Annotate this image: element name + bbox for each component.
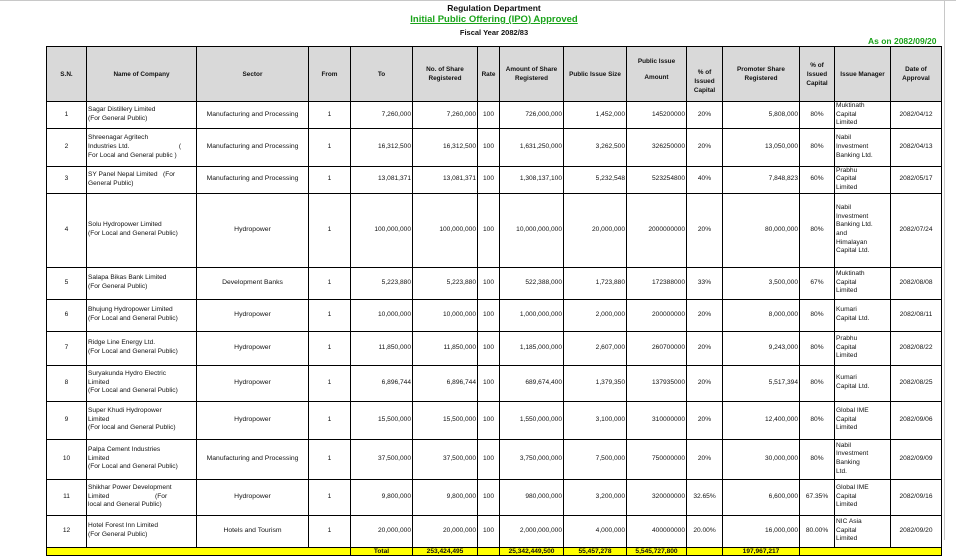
manager-cell-line: Capital — [836, 343, 857, 351]
rate-cell: 100 — [478, 515, 500, 547]
company-cell-line: Limited — [88, 378, 110, 386]
company-cell-line: Ridge Line Energy Ltd. — [88, 339, 156, 347]
total-empty-cell — [687, 547, 723, 555]
sn-cell: 7 — [47, 331, 87, 365]
amount-cell: 522,388,000 — [500, 267, 564, 299]
from-cell: 1 — [309, 439, 351, 479]
company-cell-line: Shreenagar Agritech — [88, 134, 149, 142]
date-cell: 2082/08/22 — [891, 331, 942, 365]
pct-issued-cell: 80% — [800, 299, 835, 331]
col-public-issue — [627, 47, 687, 102]
to-cell: 15,500,000 — [351, 401, 413, 439]
manager-cell-line: Capital Ltd. — [836, 383, 870, 391]
table-row — [47, 166, 942, 193]
promoter-cell: 6,600,000 — [723, 479, 800, 515]
pct-cell: 20% — [687, 128, 723, 166]
col-pct-issued: % of Issued Capital — [800, 47, 835, 102]
department-title: Regulation Department — [447, 3, 541, 13]
sn-cell: 3 — [47, 166, 87, 193]
sn-cell: 9 — [47, 401, 87, 439]
manager-cell-line: Capital — [836, 415, 857, 423]
public-amount-cell: 145200000 — [627, 102, 687, 129]
date-cell: 2082/09/09 — [891, 439, 942, 479]
manager-cell-line: Banking Ltd. — [836, 221, 873, 229]
pct-issued-cell: 80.00% — [800, 515, 835, 547]
manager-cell-line: Nabil — [836, 204, 852, 212]
size-cell: 1,723,880 — [564, 267, 627, 299]
page-header — [0, 3, 956, 39]
manager-cell-line: Capital Ltd. — [836, 247, 870, 255]
company-cell — [87, 365, 197, 401]
to-cell: 20,000,000 — [351, 515, 413, 547]
pct-cell: 20% — [687, 299, 723, 331]
col-public-amount-label: Amount — [644, 74, 669, 81]
sector-cell: Development Banks — [197, 267, 309, 299]
manager-cell-line: Kumari — [836, 306, 857, 314]
rate-cell: 100 — [478, 166, 500, 193]
total-label-cell: Total — [351, 547, 413, 555]
company-cell-line: Limited — [88, 454, 110, 462]
from-cell: 1 — [309, 193, 351, 267]
date-cell: 2082/04/13 — [891, 128, 942, 166]
size-cell: 1,379,350 — [564, 365, 627, 401]
table-header-row — [47, 47, 942, 102]
public-amount-cell: 326250000 — [627, 128, 687, 166]
sector-cell: Manufacturing and Processing — [197, 128, 309, 166]
pct-issued-cell: 80% — [800, 401, 835, 439]
company-cell-line: (For local and General Public) — [88, 424, 176, 432]
col-promoter: Promoter Share Registered — [723, 47, 800, 102]
manager-cell — [835, 102, 891, 129]
shares-cell: 7,260,000 — [413, 102, 478, 129]
pct-cell: 40% — [687, 166, 723, 193]
promoter-cell: 12,400,000 — [723, 401, 800, 439]
date-cell: 2082/07/24 — [891, 193, 942, 267]
manager-cell — [835, 128, 891, 166]
promoter-cell: 13,050,000 — [723, 128, 800, 166]
company-cell-line: Salapa Bikas Bank Limited — [88, 274, 167, 282]
total-size-cell: 55,457,278 — [564, 547, 627, 555]
manager-cell-line: Ltd. — [836, 467, 847, 475]
to-cell: 6,896,744 — [351, 365, 413, 401]
manager-cell-line: Limited — [836, 183, 858, 191]
table-row — [47, 365, 942, 401]
public-amount-cell: 137935000 — [627, 365, 687, 401]
rate-cell: 100 — [478, 193, 500, 267]
rate-cell: 100 — [478, 401, 500, 439]
manager-cell — [835, 299, 891, 331]
manager-cell-line: Capital — [836, 278, 857, 286]
shares-cell: 9,800,000 — [413, 479, 478, 515]
company-cell — [87, 299, 197, 331]
sector-cell: Hydropower — [197, 299, 309, 331]
promoter-cell: 3,500,000 — [723, 267, 800, 299]
company-cell-line: Suryakunda Hydro Electric — [88, 370, 167, 378]
company-cell-line: Hotel Forest Inn Limited — [88, 522, 158, 530]
date-cell: 2082/08/25 — [891, 365, 942, 401]
date-cell: 2082/08/11 — [891, 299, 942, 331]
table-row — [47, 439, 942, 479]
promoter-cell: 30,000,000 — [723, 439, 800, 479]
size-cell: 4,000,000 — [564, 515, 627, 547]
size-cell: 3,100,000 — [564, 401, 627, 439]
total-empty-cell — [800, 547, 942, 555]
company-cell-line: Solu Hydropower Limited — [88, 221, 162, 229]
company-cell — [87, 128, 197, 166]
company-cell-line: (For General Public) — [88, 531, 148, 539]
from-cell: 1 — [309, 267, 351, 299]
table-row — [47, 128, 942, 166]
manager-cell-line: Investment — [836, 450, 869, 458]
manager-cell — [835, 515, 891, 547]
company-cell-line: (For Local and General Public) — [88, 230, 178, 238]
sn-cell: 2 — [47, 128, 87, 166]
shares-cell: 20,000,000 — [413, 515, 478, 547]
col-rate: Rate — [478, 47, 500, 102]
sn-cell: 1 — [47, 102, 87, 129]
shares-cell: 37,500,000 — [413, 439, 478, 479]
rate-cell: 100 — [478, 102, 500, 129]
manager-cell — [835, 479, 891, 515]
from-cell: 1 — [309, 166, 351, 193]
manager-cell-line: Capital Ltd. — [836, 315, 870, 323]
right-border — [944, 0, 945, 540]
amount-cell: 726,000,000 — [500, 102, 564, 129]
amount-cell: 1,000,000,000 — [500, 299, 564, 331]
promoter-cell: 5,808,000 — [723, 102, 800, 129]
to-cell: 16,312,500 — [351, 128, 413, 166]
sn-cell: 8 — [47, 365, 87, 401]
pct-issued-cell: 80% — [800, 193, 835, 267]
pct-issued-cell: 67% — [800, 267, 835, 299]
date-cell: 2082/05/17 — [891, 166, 942, 193]
company-cell — [87, 401, 197, 439]
col-sector: Sector — [197, 47, 309, 102]
public-amount-cell: 523254800 — [627, 166, 687, 193]
company-cell — [87, 102, 197, 129]
from-cell: 1 — [309, 331, 351, 365]
company-cell-line: SY Panel Nepal Limited (For — [88, 171, 176, 179]
manager-cell-line: Capital — [836, 526, 857, 534]
size-cell: 3,262,500 — [564, 128, 627, 166]
shares-cell: 100,000,000 — [413, 193, 478, 267]
col-manager: Issue Manager — [835, 47, 891, 102]
total-empty-cell — [478, 547, 500, 555]
table-row — [47, 299, 942, 331]
company-cell-line: (For Local and General Public) — [88, 348, 178, 356]
company-cell-line: (For Local and General Public) — [88, 315, 178, 323]
size-cell: 3,200,000 — [564, 479, 627, 515]
size-cell: 2,000,000 — [564, 299, 627, 331]
sn-cell: 11 — [47, 479, 87, 515]
company-cell-line: For Local and General public ) — [88, 151, 177, 159]
promoter-cell: 16,000,000 — [723, 515, 800, 547]
manager-cell-line: Nabil — [836, 134, 852, 142]
to-cell: 7,260,000 — [351, 102, 413, 129]
col-from: From — [309, 47, 351, 102]
table-row — [47, 515, 942, 547]
pct-issued-cell: 80% — [800, 102, 835, 129]
rate-cell: 100 — [478, 128, 500, 166]
pct-issued-cell: 80% — [800, 331, 835, 365]
amount-cell: 3,750,000,000 — [500, 439, 564, 479]
manager-cell-line: Capital — [836, 492, 857, 500]
manager-cell-line: Banking — [836, 459, 860, 467]
manager-cell-line: Kumari — [836, 374, 857, 382]
public-amount-cell: 320000000 — [627, 479, 687, 515]
company-cell-line: (For General Public) — [88, 283, 148, 291]
manager-cell — [835, 331, 891, 365]
from-cell: 1 — [309, 401, 351, 439]
company-cell-line: Limited (For — [88, 492, 168, 500]
date-cell: 2082/09/16 — [891, 479, 942, 515]
manager-cell-line: Global IME — [836, 484, 869, 492]
date-cell: 2082/04/12 — [891, 102, 942, 129]
from-cell: 1 — [309, 299, 351, 331]
company-cell — [87, 331, 197, 365]
manager-cell-line: Global IME — [836, 407, 869, 415]
company-cell-line: Shikhar Power Development — [88, 484, 172, 492]
from-cell: 1 — [309, 479, 351, 515]
col-sn: S.N. — [47, 47, 87, 102]
amount-cell: 1,308,137,100 — [500, 166, 564, 193]
company-cell — [87, 439, 197, 479]
top-border — [0, 0, 956, 1]
sector-cell: Hydropower — [197, 365, 309, 401]
manager-cell-line: Limited — [836, 501, 858, 509]
manager-cell-line: Limited — [836, 287, 858, 295]
to-cell: 5,223,880 — [351, 267, 413, 299]
total-empty-cell — [47, 547, 351, 555]
manager-cell-line: Limited — [836, 119, 858, 127]
rate-cell: 100 — [478, 331, 500, 365]
total-public-amount-cell: 5,545,727,800 — [627, 547, 687, 555]
manager-cell — [835, 365, 891, 401]
company-cell-line: Limited — [88, 415, 110, 423]
company-cell-line: Sagar Distillery Limited — [88, 106, 156, 114]
manager-cell — [835, 401, 891, 439]
sector-cell: Manufacturing and Processing — [197, 102, 309, 129]
size-cell: 5,232,548 — [564, 166, 627, 193]
amount-cell: 1,185,000,000 — [500, 331, 564, 365]
sector-cell: Hydropower — [197, 331, 309, 365]
shares-cell: 10,000,000 — [413, 299, 478, 331]
shares-cell: 15,500,000 — [413, 401, 478, 439]
size-cell: 7,500,000 — [564, 439, 627, 479]
company-cell-line: local and General Public) — [88, 501, 162, 509]
rate-cell: 100 — [478, 365, 500, 401]
table-row — [47, 102, 942, 129]
table-row — [47, 479, 942, 515]
pct-issued-cell: 80% — [800, 439, 835, 479]
total-promoter-cell: 197,967,217 — [723, 547, 800, 555]
company-cell-line: Palpa Cement Industries — [88, 446, 161, 454]
col-size: Public Issue Size — [564, 47, 627, 102]
manager-cell — [835, 166, 891, 193]
pct-cell: 20% — [687, 331, 723, 365]
manager-cell-line: and — [836, 230, 848, 238]
pct-cell: 20.00% — [687, 515, 723, 547]
date-cell: 2082/08/08 — [891, 267, 942, 299]
company-cell — [87, 166, 197, 193]
public-amount-cell: 200000000 — [627, 299, 687, 331]
shares-cell: 16,312,500 — [413, 128, 478, 166]
to-cell: 100,000,000 — [351, 193, 413, 267]
promoter-cell: 8,000,000 — [723, 299, 800, 331]
company-cell-line: General Public) — [88, 179, 134, 187]
pct-cell: 20% — [687, 193, 723, 267]
as-on-date: As on 2082/09/20 — [868, 36, 937, 46]
public-amount-cell: 310000000 — [627, 401, 687, 439]
amount-cell: 689,674,400 — [500, 365, 564, 401]
pct-cell: 20% — [687, 439, 723, 479]
table-row — [47, 331, 942, 365]
from-cell: 1 — [309, 102, 351, 129]
col-shares: No. of Share Registered — [413, 47, 478, 102]
manager-cell-line: Muktinath — [836, 270, 865, 278]
company-cell-line: (For Local and General Public) — [88, 387, 178, 395]
size-cell: 2,607,000 — [564, 331, 627, 365]
public-amount-cell: 2000000000 — [627, 193, 687, 267]
manager-cell-line: Nabil — [836, 441, 852, 449]
amount-cell: 1,631,250,000 — [500, 128, 564, 166]
pct-cell: 32.65% — [687, 479, 723, 515]
company-cell — [87, 193, 197, 267]
col-date: Date of Approval — [891, 47, 942, 102]
manager-cell-line: Banking Ltd. — [836, 151, 873, 159]
manager-cell-line: Limited — [836, 424, 858, 432]
rate-cell: 100 — [478, 267, 500, 299]
pct-cell: 33% — [687, 267, 723, 299]
manager-cell — [835, 439, 891, 479]
manager-cell-line: Limited — [836, 352, 858, 360]
to-cell: 37,500,000 — [351, 439, 413, 479]
company-cell-line: (For General Public) — [88, 114, 148, 122]
company-cell-line: (For Local and General Public) — [88, 463, 178, 471]
rate-cell: 100 — [478, 479, 500, 515]
pct-issued-cell: 80% — [800, 128, 835, 166]
sn-cell: 10 — [47, 439, 87, 479]
to-cell: 13,081,371 — [351, 166, 413, 193]
amount-cell: 1,550,000,000 — [500, 401, 564, 439]
from-cell: 1 — [309, 365, 351, 401]
manager-cell-line: Muktinath — [836, 102, 865, 109]
col-company: Name of Company — [87, 47, 197, 102]
table-row — [47, 267, 942, 299]
sector-cell: Manufacturing and Processing — [197, 439, 309, 479]
public-amount-cell: 260700000 — [627, 331, 687, 365]
pct-cell: 20% — [687, 401, 723, 439]
sn-cell: 12 — [47, 515, 87, 547]
shares-cell: 5,223,880 — [413, 267, 478, 299]
sn-cell: 4 — [47, 193, 87, 267]
size-cell: 1,452,000 — [564, 102, 627, 129]
manager-cell-line: Himalayan — [836, 238, 868, 246]
table-row — [47, 193, 942, 267]
shares-cell: 11,850,000 — [413, 331, 478, 365]
amount-cell: 980,000,000 — [500, 479, 564, 515]
manager-cell-line: Prabhu — [836, 335, 858, 343]
promoter-cell: 9,243,000 — [723, 331, 800, 365]
total-shares-cell: 253,424,495 — [413, 547, 478, 555]
col-pct: % of Issued Capital — [687, 47, 723, 102]
date-cell: 2082/09/06 — [891, 401, 942, 439]
to-cell: 9,800,000 — [351, 479, 413, 515]
size-cell: 20,000,000 — [564, 193, 627, 267]
shares-cell: 13,081,371 — [413, 166, 478, 193]
company-cell — [87, 267, 197, 299]
company-cell-line: Industries Ltd. ( — [88, 142, 182, 150]
public-amount-cell: 750000000 — [627, 439, 687, 479]
to-cell: 10,000,000 — [351, 299, 413, 331]
company-cell — [87, 479, 197, 515]
date-cell: 2082/09/20 — [891, 515, 942, 547]
manager-cell-line: Investment — [836, 212, 869, 220]
pct-issued-cell: 60% — [800, 166, 835, 193]
total-row — [47, 547, 942, 555]
manager-cell-line: NIC Asia — [836, 518, 862, 526]
col-public-issue-label: Public Issue — [637, 58, 676, 65]
public-amount-cell: 400000000 — [627, 515, 687, 547]
manager-cell-line: Investment — [836, 142, 869, 150]
manager-cell — [835, 267, 891, 299]
promoter-cell: 5,517,394 — [723, 365, 800, 401]
promoter-cell: 80,000,000 — [723, 193, 800, 267]
pct-issued-cell: 80% — [800, 365, 835, 401]
pct-cell: 20% — [687, 102, 723, 129]
total-amount-cell: 25,342,449,500 — [500, 547, 564, 555]
amount-cell: 2,000,000,000 — [500, 515, 564, 547]
company-cell-line: Bhujung Hydropower Limited — [88, 306, 173, 314]
company-cell-line: Super Khudi Hydropower — [88, 407, 162, 415]
table-row — [47, 401, 942, 439]
sector-cell: Hydropower — [197, 479, 309, 515]
ipo-approval-table — [46, 46, 942, 556]
pct-cell: 20% — [687, 365, 723, 401]
col-amount: Amount of Share Registered — [500, 47, 564, 102]
sector-cell: Hydropower — [197, 401, 309, 439]
col-to: To — [351, 47, 413, 102]
manager-cell-line: Capital — [836, 175, 857, 183]
shares-cell: 6,896,744 — [413, 365, 478, 401]
pct-issued-cell: 67.35% — [800, 479, 835, 515]
rate-cell: 100 — [478, 299, 500, 331]
amount-cell: 10,000,000,000 — [500, 193, 564, 267]
sn-cell: 6 — [47, 299, 87, 331]
sector-cell: Manufacturing and Processing — [197, 166, 309, 193]
rate-cell: 100 — [478, 439, 500, 479]
manager-cell-line: Limited — [836, 535, 858, 543]
to-cell: 11,850,000 — [351, 331, 413, 365]
manager-cell-line: Prabhu — [836, 166, 858, 174]
promoter-cell: 7,848,823 — [723, 166, 800, 193]
manager-cell — [835, 193, 891, 267]
manager-cell-line: Capital — [836, 110, 857, 118]
from-cell: 1 — [309, 128, 351, 166]
public-amount-cell: 172388000 — [627, 267, 687, 299]
fiscal-year: Fiscal Year 2082/83 — [459, 28, 529, 37]
sector-cell: Hydropower — [197, 193, 309, 267]
ipo-approved-title: Initial Public Offering (IPO) Approved — [410, 14, 578, 25]
sn-cell: 5 — [47, 267, 87, 299]
from-cell: 1 — [309, 515, 351, 547]
company-cell — [87, 515, 197, 547]
sector-cell: Hotels and Tourism — [197, 515, 309, 547]
